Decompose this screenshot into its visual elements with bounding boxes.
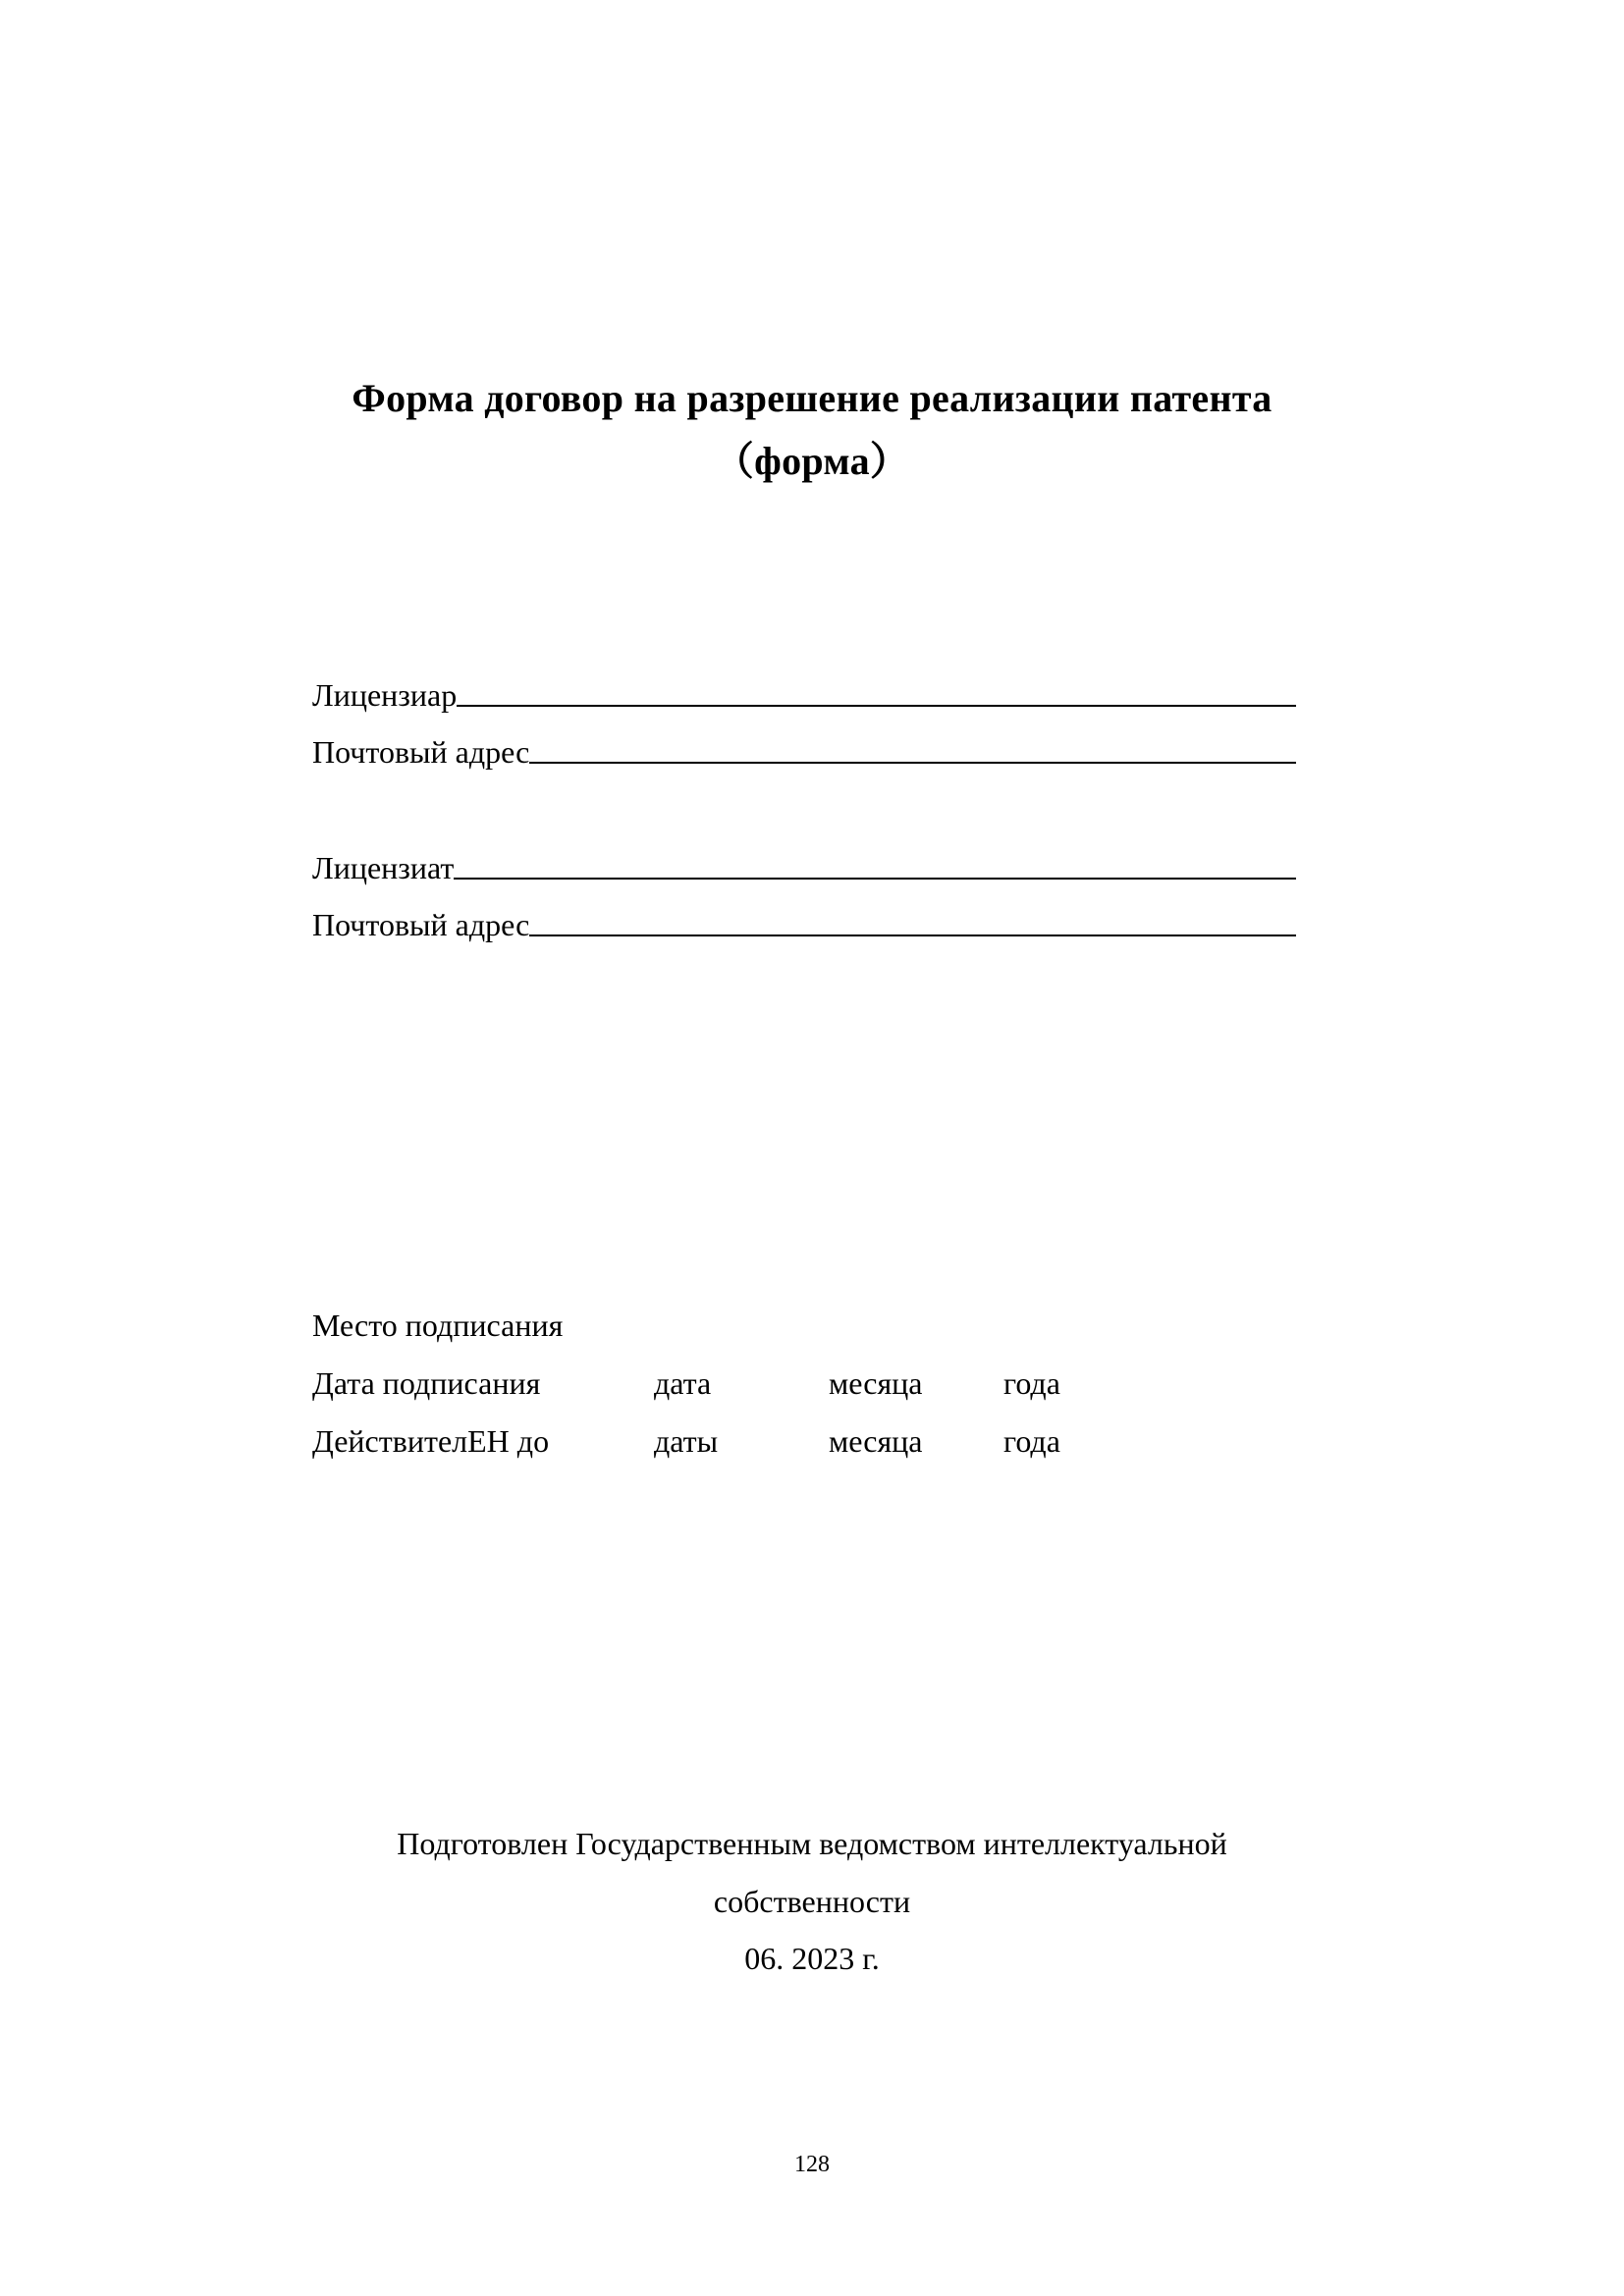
valid-until-label: ДействителЕН до (312, 1423, 550, 1459)
valid-until-day: даты (654, 1423, 719, 1459)
signing-date-year: года (1003, 1365, 1060, 1401)
signing-place-label: Место подписания (312, 1308, 564, 1343)
licensor-address-field (312, 727, 1296, 771)
prepared-by-line1: Подготовлен Государственным ведомством интеллектуальной (397, 1826, 1227, 1861)
page-number: 128 (794, 2152, 830, 2177)
licensee-address-label: Почтовый адрес (312, 907, 530, 942)
licensee-address-field (312, 900, 1296, 943)
licensor-address-label: Почтовый адрес (312, 734, 530, 770)
valid-until-month: месяца (829, 1423, 923, 1459)
licensor-blank-line[interactable] (457, 705, 1296, 707)
signing-date-month: месяца (829, 1365, 923, 1401)
licensee-label: Лицензиат (312, 850, 455, 885)
licensor-address-blank-line[interactable] (529, 762, 1296, 764)
valid-until-year: года (1003, 1423, 1060, 1459)
licensor-field (312, 670, 1296, 714)
prepared-date: 06. 2023 г. (744, 1941, 880, 1976)
licensor-label: Лицензиар (312, 677, 458, 713)
document-title: Форма договор на разрешение реализации патента (352, 376, 1272, 420)
licensee-field (312, 843, 1296, 886)
signing-date-day: дата (654, 1365, 712, 1401)
prepared-by-line2: собственности (713, 1884, 911, 1919)
document-subtitle: （форма） (714, 439, 910, 483)
signing-date-label: Дата подписания (312, 1365, 541, 1401)
licensee-blank-line[interactable] (454, 878, 1296, 880)
licensee-address-blank-line[interactable] (529, 934, 1296, 936)
